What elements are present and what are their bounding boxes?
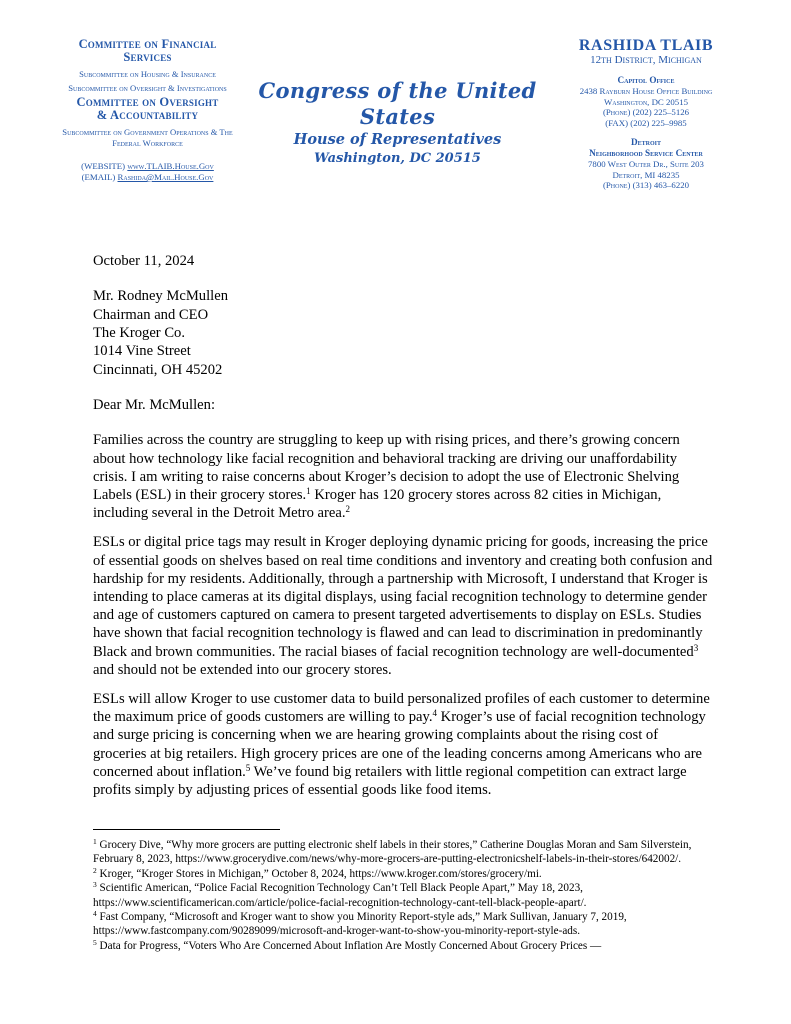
- detroit-address-1: 7800 West Outer Dr., Suite 203: [588, 159, 704, 169]
- email-link[interactable]: Rashida@Mail.House.Gov: [117, 172, 214, 182]
- footnote-3: [93, 881, 713, 910]
- committee-oversight-line2: & Accountability: [96, 108, 199, 122]
- footnote-5-text: Data for Progress, “Voters Who Are Concerned About Inflation Are Mostly Concerned About Grocery Prices —: [96, 939, 602, 952]
- footnote-1-text: Grocery Dive, “Why more grocers are putting electronic shelf labels in their stores,” Catherine Douglas Moran and Sam Silverstein, February 8, 2023, https://www.grocerydive.com/news/why-more-grocers-are-putting-electronicshelf-labels-in-their-stores/642002/.: [93, 839, 692, 866]
- detroit-office-title-2: Neighborhood Service Center: [589, 148, 703, 158]
- footnotes: [93, 838, 713, 953]
- recipient-name: Mr. Rodney McMullen: [93, 288, 228, 305]
- committee-oversight-line1: Committee on Oversight: [76, 95, 219, 109]
- footnote-ref-5: 5: [245, 762, 251, 773]
- website-link[interactable]: www.TLAIB.House.Gov: [127, 161, 214, 171]
- email-label: (EMAIL): [81, 172, 116, 182]
- paragraph-2-a: ESLs or digital price tags may result in Kroger deploying dynamic pricing for goods, increasing the price of essential goods on shelves based on real time conditions and inventory and creating both confusion and hardship for my residents. Additionally, through a partnership with Microsoft, I understand that Kroger is intending to place cameras at its digital displays, using facial recognition technology to determine gender and age of customers captured on camera to present targeted advertisements to display on ESLs. Studies have shown that facial recognition technology is flawed and can lead to discrimination in predominantly Black and brown communities. The racial biases of facial recognition technology are well-documented: [93, 534, 713, 660]
- footnote-2: [93, 867, 713, 881]
- letterhead-committees: [55, 38, 240, 183]
- paragraph-2: [93, 533, 713, 679]
- paragraph-1-b: Kroger has 120 grocery stores across 82 cities in Michigan, including several in the Detroit Metro area.: [93, 487, 662, 522]
- letter-body: [93, 252, 713, 810]
- footnote-1: [93, 838, 713, 867]
- footnote-5-num: 5: [93, 937, 97, 947]
- capitol-address-1: 2438 Rayburn House Office Building: [579, 86, 713, 96]
- capitol-office-title: Capitol Office: [617, 75, 675, 85]
- paragraph-1-a: Families across the country are struggling to keep up with rising prices, and there’s growing concern about how technology like facial recognition and behavioral tracking are driving our unaffordability crisis. I am writing to raise concerns about Kroger’s decision to adopt the use of Electronic Shelving Labels (ESL) in their grocery stores.: [93, 432, 680, 504]
- paragraph-3-c: We’ve found big retailers with little regional competition can extract large profits simply by adjusting prices of essential goods like food items.: [93, 763, 687, 799]
- detroit-office-title-1: Detroit: [631, 137, 661, 147]
- detroit-address-2: Detroit, MI 48235: [612, 169, 680, 180]
- committee-financial-services: Committee on Financial Services: [78, 37, 217, 64]
- footnote-2-num: 2: [93, 865, 97, 875]
- footnote-5: [93, 939, 713, 953]
- footnote-ref-4: 4: [432, 708, 437, 719]
- subcommittee-government-operations: Subcommittee on Government Operations & The Federal Workforce: [62, 127, 233, 148]
- website-line: [55, 161, 240, 172]
- paragraph-1: [93, 431, 713, 522]
- email-line: [55, 172, 240, 183]
- footnote-ref-2: 2: [345, 504, 350, 515]
- paragraph-3-b: Kroger’s use of facial recognition technology and surge pricing is concerning when we are hearing growing complaints about the rising cost of groceries at big retailers. High grocery prices are one of the leading concerns among Americans who are concerned about inflation.: [93, 709, 706, 780]
- recipient-city: Cincinnati, OH 45202: [93, 361, 223, 378]
- footnote-ref-3: 3: [693, 642, 699, 653]
- house-title: House of Representatives: [293, 131, 502, 148]
- subcommittee-housing: Subcommittee on Housing & Insurance: [79, 69, 216, 79]
- recipient-company: The Kroger Co.: [93, 325, 185, 342]
- capitol-phone: (Phone) (202) 225–5126: [602, 107, 690, 117]
- recipient-address: [93, 287, 713, 379]
- footnote-3-num: 3: [93, 880, 97, 890]
- footnote-divider: [93, 829, 280, 830]
- recipient-street: 1014 Vine Street: [93, 343, 191, 360]
- capitol-fax: (FAX) (202) 225–9985: [605, 117, 687, 128]
- contact-block: [55, 161, 240, 183]
- footnote-4-num: 4: [93, 909, 97, 919]
- subcommittee-oversight: Subcommittee on Oversight & Investigations: [68, 83, 227, 93]
- salutation: Dear Mr. McMullen:: [93, 397, 215, 414]
- footnote-3-text: Scientific American, “Police Facial Recognition Technology Can’t Tell Black People Apart,” May 18, 2023, https://www.scientificamerican.com/article/police-facial-recognition-technology-cant-tell-black-people-apart/.: [93, 882, 587, 909]
- letter-date: October 11, 2024: [93, 253, 195, 269]
- member-district: 12th District, Michigan: [590, 54, 702, 66]
- paragraph-3: [93, 690, 713, 799]
- washington-line: Washington, DC 20515: [314, 151, 481, 166]
- footnote-4: [93, 910, 713, 939]
- footnote-ref-1: 1: [306, 486, 311, 497]
- footnote-1-num: 1: [93, 837, 97, 846]
- congress-title: Congress of the United States: [258, 78, 537, 129]
- capitol-address-2: Washington, DC 20515: [603, 96, 688, 107]
- paragraph-2-b: and should not be extended into our grocery stores.: [93, 661, 392, 678]
- footnote-4-text: Fast Company, “Microsoft and Kroger want to show you Minority Report-style ads,” Mark Sullivan, January 7, 2019, https://www.fastcompany.com/90289099/microsoft-and-kroger-want-to-show-you-minority-report-style-ads.: [93, 911, 627, 938]
- letterhead-member: [545, 37, 747, 191]
- recipient-title: Chairman and CEO: [93, 306, 209, 323]
- letterhead-congress: [250, 78, 545, 168]
- website-label: (WEBSITE): [81, 161, 126, 171]
- detroit-phone: (Phone) (313) 463–6220: [602, 180, 690, 190]
- member-name: RASHIDA TLAIB: [578, 37, 714, 54]
- footnote-2-text: Kroger, “Kroger Stores in Michigan,” October 8, 2024, https://www.kroger.com/stores/grocery/mi.: [96, 867, 542, 880]
- paragraph-3-a: ESLs will allow Kroger to use customer data to build personalized profiles of each customer to determine the maximum price of goods customers are willing to pay.: [93, 691, 710, 726]
